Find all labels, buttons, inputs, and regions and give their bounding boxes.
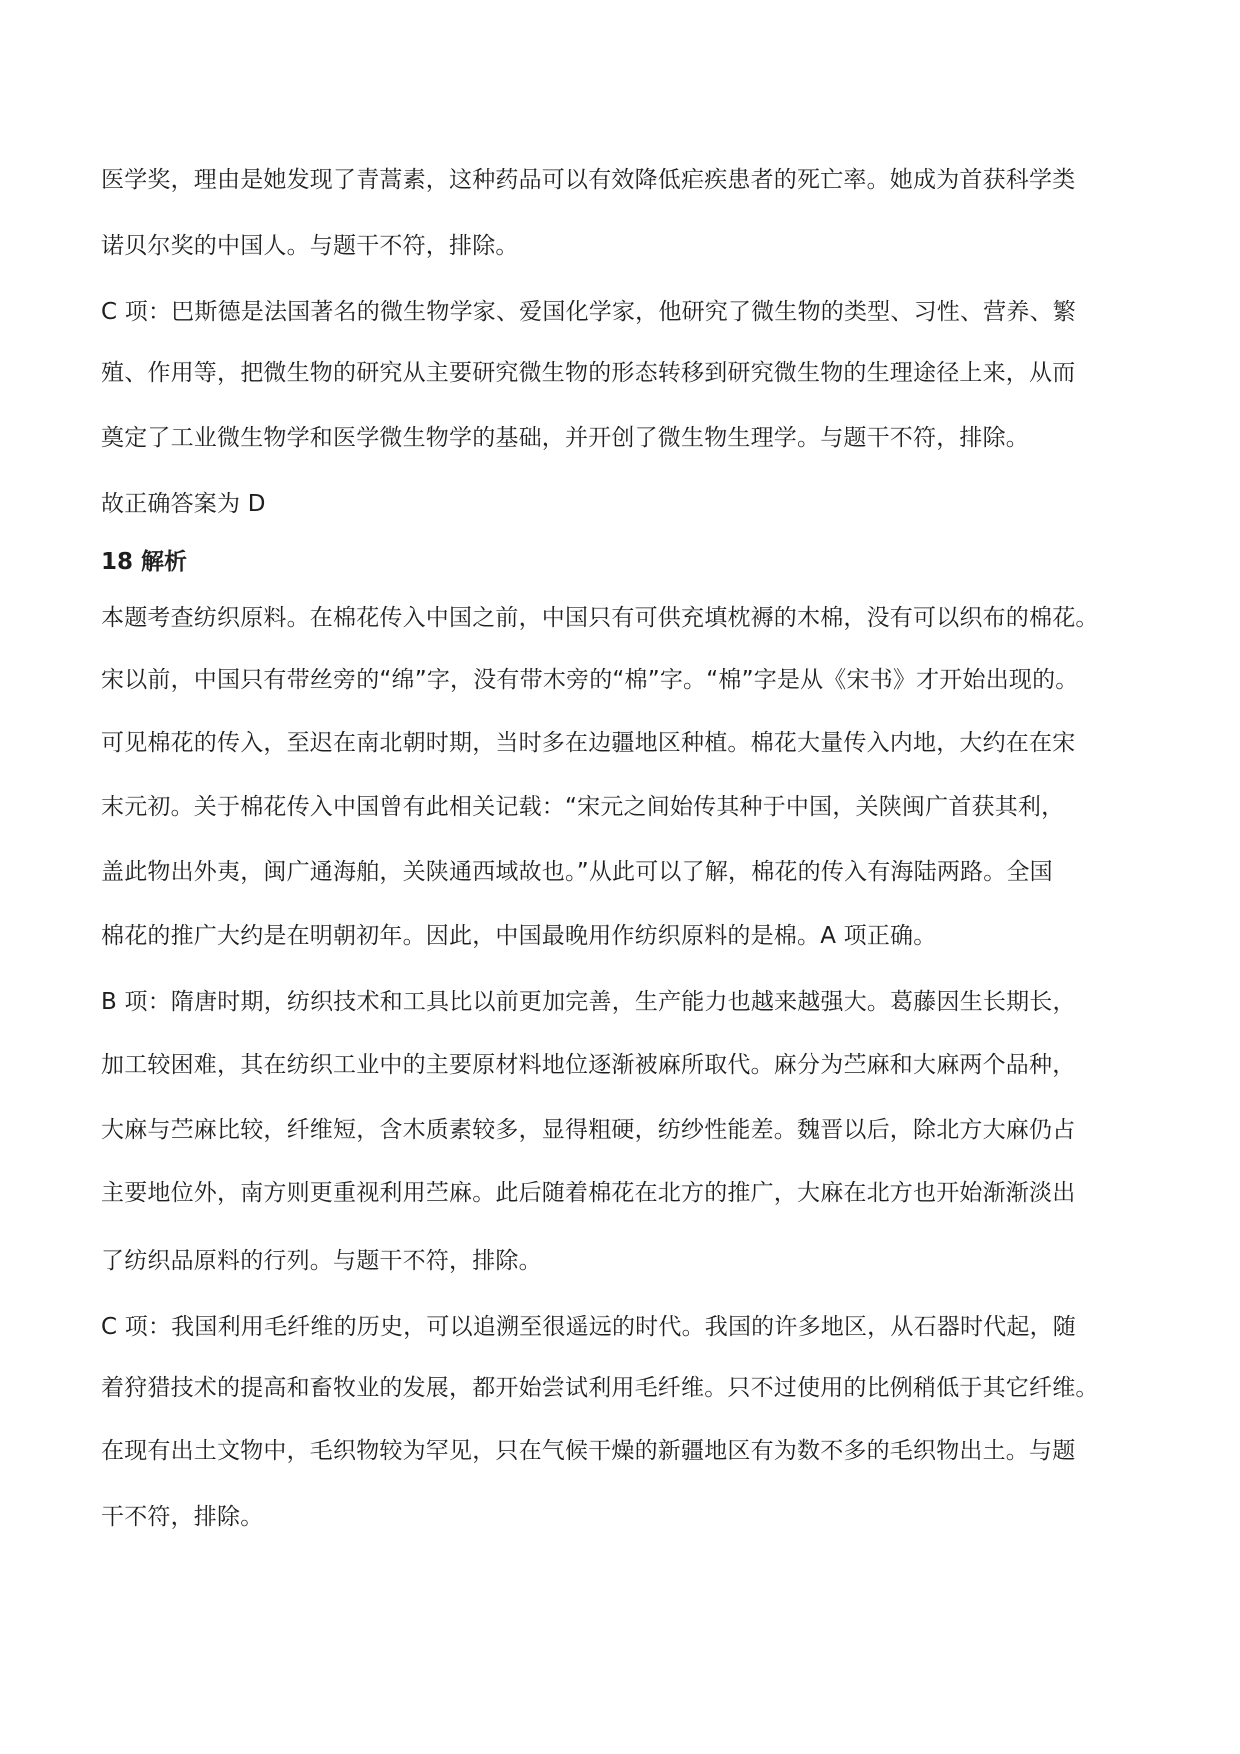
text-line: 干不符，排除。: [101, 1504, 264, 1530]
text-line: 殖、作用等，把微生物的研究从主要研究微生物的形态转移到研究微生物的生理途径上来，从而: [101, 360, 1076, 386]
text-line: C 项：巴斯德是法国著名的微生物学家、爱国化学家，他研究了微生物的类型、习性、营养、繁: [101, 299, 1076, 325]
answer-line: 故正确答案为 D: [101, 491, 266, 517]
text-line: 本题考查纺织原料。在棉花传入中国之前，中国只有可供充填枕褥的木棉，没有可以织布的棉花。: [101, 605, 1099, 631]
text-line: 盖此物出外夷，闽广通海舶，关陕通西域故也。”从此可以了解，棉花的传入有海陆两路。全国: [101, 859, 1053, 885]
text-line: 了纺织品原料的行列。与题干不符，排除。: [101, 1248, 542, 1274]
text-line: 主要地位外，南方则更重视利用苎麻。此后随着棉花在北方的推广，大麻在北方也开始渐渐淡出: [101, 1180, 1076, 1206]
text-line: 医学奖，理由是她发现了青蒿素，这种药品可以有效降低疟疾患者的死亡率。她成为首获科学类: [101, 167, 1076, 193]
text-line: 加工较困难，其在纺织工业中的主要原材料地位逐渐被麻所取代。麻分为苎麻和大麻两个品种，: [101, 1052, 1076, 1078]
text-line: C 项：我国利用毛纤维的历史，可以追溯至很遥远的时代。我国的许多地区，从石器时代起，随: [101, 1314, 1076, 1340]
text-line: 宋以前，中国只有带丝旁的“绵”字，没有带木旁的“棉”字。“棉”字是从《宋书》才开始出现的。: [101, 667, 1079, 693]
text-line: 棉花的推广大约是在明朝初年。因此，中国最晚用作纺织原料的是棉。A 项正确。: [101, 923, 937, 949]
text-line: 可见棉花的传入，至迟在南北朝时期，当时多在边疆地区种植。棉花大量传入内地，大约在在宋: [101, 730, 1076, 756]
section-heading: 18 解析: [101, 549, 188, 575]
text-line: 末元初。关于棉花传入中国曾有此相关记载：“宋元之间始传其种于中国，关陕闽广首获其利，: [101, 794, 1065, 820]
text-line: 着狩猎技术的提高和畜牧业的发展，都开始尝试利用毛纤维。只不过使用的比例稍低于其它纤维。: [101, 1375, 1099, 1401]
text-line: 诺贝尔奖的中国人。与题干不符，排除。: [101, 233, 519, 259]
text-line: B 项：隋唐时期，纺织技术和工具比以前更加完善，生产能力也越来越强大。葛藤因生长期长，: [101, 989, 1076, 1015]
text-line: 在现有出土文物中，毛织物较为罕见，只在气候干燥的新疆地区有为数不多的毛织物出土。与题: [101, 1438, 1076, 1464]
text-line: 奠定了工业微生物学和医学微生物学的基础，并开创了微生物生理学。与题干不符，排除。: [101, 425, 1029, 451]
text-line: 大麻与苎麻比较，纤维短，含木质素较多，显得粗硬，纺纱性能差。魏晋以后，除北方大麻仍占: [101, 1117, 1076, 1143]
